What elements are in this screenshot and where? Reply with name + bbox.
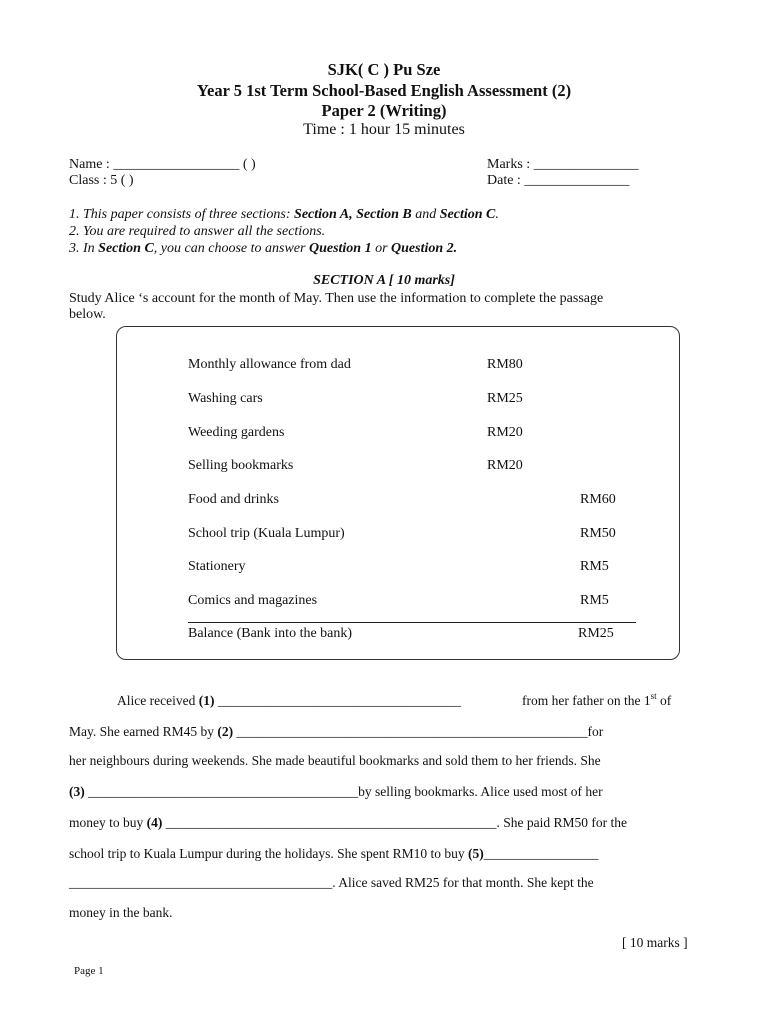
expense-label: Stationery (188, 559, 246, 574)
page-number: Page 1 (74, 965, 104, 977)
instruction-1: 1. This paper consists of three sections: Section A, Section B and Section C. (69, 207, 499, 222)
income-amount: RM20 (487, 425, 523, 440)
expense-label: Food and drinks (188, 492, 279, 507)
passage-line-3: her neighbours during weekends. She made beautiful bookmarks and sold them to her friends. She (69, 753, 601, 768)
expense-label: Comics and magazines (188, 593, 318, 608)
income-amount: RM80 (487, 357, 523, 372)
answer-blank-5[interactable]: _________________ (483, 846, 599, 861)
passage-line-4: (3) ________________________________________by selling bookmarks. Alice used most of her (69, 784, 603, 799)
income-label: Monthly allowance from dad (188, 357, 351, 372)
passage-line-5: money to buy (4) _________________________________________________. She paid RM50 for the (69, 815, 627, 830)
paper-title: Paper 2 (Writing) (321, 101, 447, 120)
income-label: Weeding gardens (188, 425, 285, 440)
income-label: Selling bookmarks (188, 458, 294, 473)
answer-blank-1[interactable]: ____________________________________ (214, 693, 461, 708)
school-name: SJK( C ) Pu Sze (327, 60, 441, 79)
instruction-3: 3. In Section C, you can choose to answer Question 1 or Question 2. (69, 241, 458, 256)
expense-label: School trip (Kuala Lumpur) (188, 526, 345, 541)
passage-line-6: school trip to Kuala Lumpur during the holidays. She spent RM10 to buy (5)_________________ (69, 846, 599, 861)
expense-amount: RM5 (580, 559, 609, 574)
name-field: Name : __________________ ( ) (69, 157, 256, 172)
answer-blank-3[interactable]: ________________________________________ (84, 784, 359, 799)
passage-line-1-end: from her father on the 1st of (522, 691, 672, 708)
answer-blank-2[interactable]: ____________________________________________________ (233, 724, 588, 739)
class-field: Class : 5 ( ) (69, 173, 134, 188)
date-field: Date : _______________ (487, 173, 630, 188)
instruction-2: 2. You are required to answer all the sections. (69, 224, 326, 239)
answer-blank-5-cont[interactable]: _______________________________________ (69, 875, 333, 890)
passage-line-2: May. She earned RM45 by (2) ____________________________________________________for (69, 724, 604, 739)
passage-line-1: Alice received (1) ____________________________________ (117, 693, 461, 708)
section-a-intro: Study Alice ‘s account for the month of May. Then use the information to complete the passage (69, 291, 604, 306)
marks-field: Marks : _______________ (487, 157, 639, 172)
income-amount: RM20 (487, 458, 523, 473)
section-a-intro-cont: below. (69, 307, 106, 322)
passage-line-8: money in the bank. (69, 905, 173, 920)
expense-amount: RM5 (580, 593, 609, 608)
assessment-title: Year 5 1st Term School-Based English Assessment (2) (196, 81, 572, 100)
total-rule (188, 622, 636, 623)
passage-line-7: _______________________________________. Alice saved RM25 for that month. She kept the (69, 875, 594, 890)
balance-label: Balance (Bank into the bank) (188, 626, 353, 641)
income-label: Washing cars (188, 391, 263, 406)
expense-amount: RM50 (580, 526, 616, 541)
income-amount: RM25 (487, 391, 523, 406)
total-marks: [ 10 marks ] (622, 935, 688, 950)
expense-amount: RM60 (580, 492, 616, 507)
answer-blank-4[interactable]: _________________________________________________ (162, 815, 497, 830)
time-allowed: Time : 1 hour 15 minutes (303, 121, 465, 138)
section-a-title: SECTION A [ 10 marks] (313, 273, 455, 288)
balance-amount: RM25 (578, 626, 614, 641)
